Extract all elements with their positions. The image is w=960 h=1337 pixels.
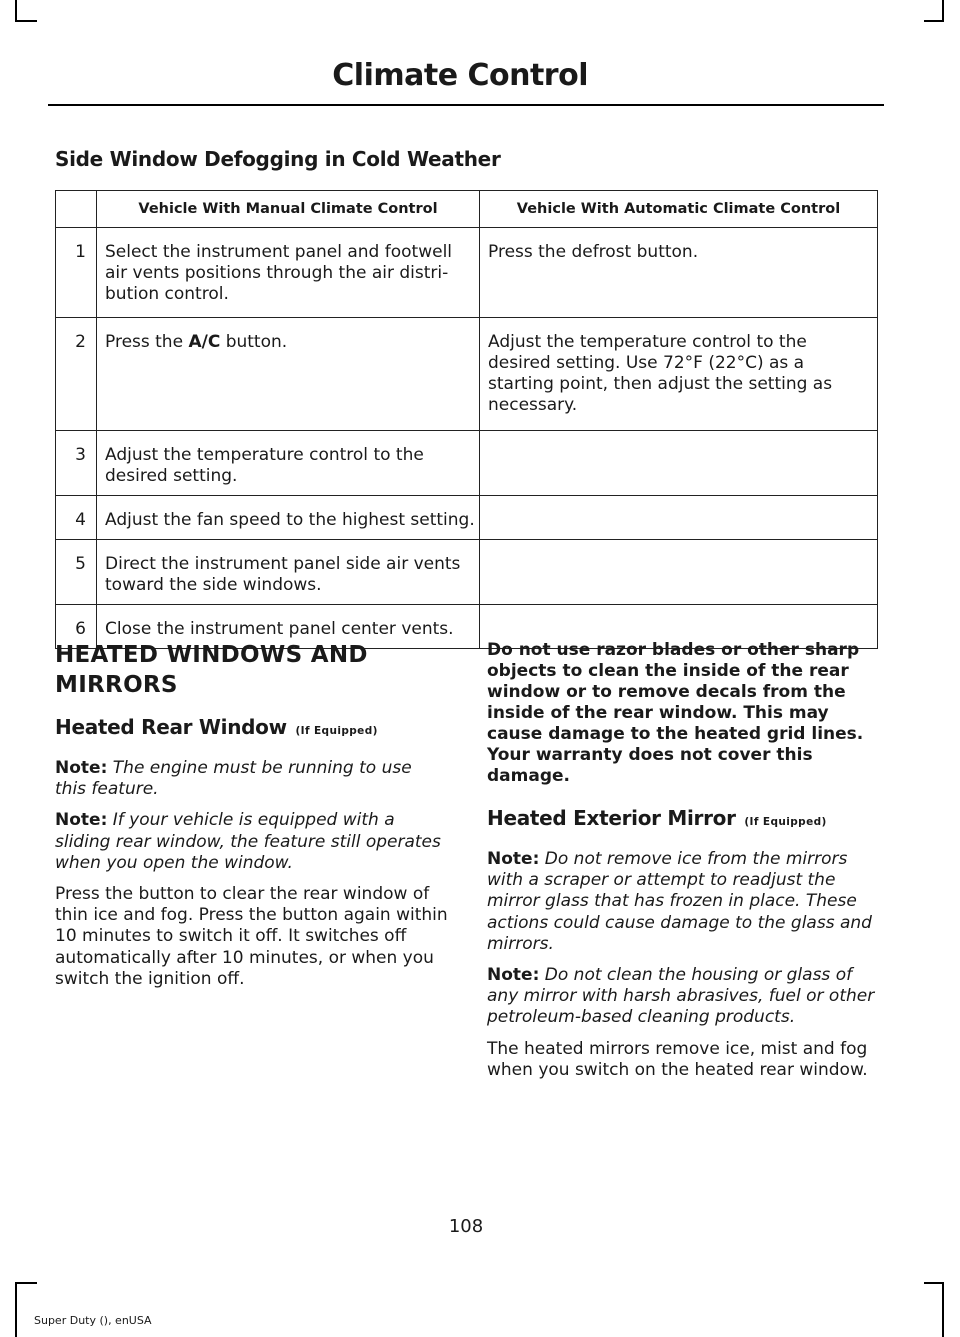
ac-button-label: A/C — [188, 332, 221, 352]
auto-step: Adjust the temperature control to the desired setting. Use 72°F (22°C) as a starting point, then adjust the setting as necessary. — [480, 318, 878, 431]
step-number: 2 — [56, 318, 97, 431]
table-header-cell: Vehicle With Automatic Climate Control — [480, 191, 878, 228]
note-label: Note: — [55, 810, 108, 831]
table-header-cell: Vehicle With Manual Climate Control — [97, 191, 480, 228]
crop-mark — [15, 0, 17, 20]
table-row — [56, 431, 878, 496]
left-column — [55, 640, 448, 1000]
table-header-row — [56, 191, 878, 228]
note-text: The engine must be running to use this feature. — [55, 758, 412, 800]
note-label: Note: — [487, 965, 540, 986]
header-divider — [48, 104, 884, 106]
crop-mark — [942, 1282, 944, 1337]
note-text: If your vehicle is equipped with a sliding rear window, the feature still operates when you open the window. — [55, 810, 441, 873]
rear-window-heading — [55, 714, 448, 744]
manual-step: Select the instrument panel and footwell air vents positions through the air distri-bution control. — [97, 228, 480, 318]
note-text: Do not clean the housing or glass of any mirror with harsh abrasives, fuel or other petroleum-based cleaning products. — [487, 965, 875, 1028]
note — [55, 758, 448, 800]
note — [487, 965, 880, 1029]
manual-step-text: button. — [220, 332, 288, 352]
if-equipped-tag: (If Equipped) — [295, 725, 378, 737]
crop-mark — [15, 20, 37, 22]
step-number: 4 — [56, 496, 97, 540]
heated-section-title — [55, 640, 448, 700]
manual-step — [97, 318, 480, 431]
step-number: 5 — [56, 540, 97, 605]
section-title: Side Window Defogging in Cold Weather — [55, 147, 501, 171]
footer-text: Super Duty (), enUSA — [34, 1314, 152, 1327]
table-row — [56, 496, 878, 540]
step-number: 6 — [56, 605, 97, 649]
table-row — [56, 228, 878, 318]
note-label: Note: — [55, 758, 108, 778]
manual-step-text: Press the — [105, 332, 189, 352]
mirror-title: Heated Exterior Mirror — [487, 806, 736, 830]
note — [55, 810, 448, 874]
manual-step: Adjust the fan speed to the highest setting. — [97, 496, 480, 540]
note — [487, 849, 880, 955]
auto-step: Press the defrost button. — [480, 228, 878, 318]
rear-window-title: Heated Rear Window — [55, 715, 287, 739]
page-number: 108 — [448, 1216, 484, 1237]
auto-step — [480, 540, 878, 605]
table-row — [56, 540, 878, 605]
table-header-cell — [56, 191, 97, 228]
page-header-title: Climate Control — [332, 58, 588, 93]
auto-step — [480, 496, 878, 540]
right-column — [487, 640, 880, 1091]
defogging-table — [55, 190, 878, 649]
manual-step: Direct the instrument panel side air vents toward the side windows. — [97, 540, 480, 605]
auto-step — [480, 431, 878, 496]
crop-mark — [924, 20, 944, 22]
heated-title-line: HEATED WINDOWS AND — [55, 642, 368, 668]
body-paragraph: Press the button to clear the rear window of thin ice and fog. Press the button again within 10 minutes to switch it off. It switches off automatically after 10 minutes, or when you switch the ignition off. — [55, 884, 448, 989]
crop-mark — [15, 1282, 17, 1337]
if-equipped-tag: (If Equipped) — [744, 816, 827, 828]
note-text: Do not remove ice from the mirrors with a scraper or attempt to readjust the mirror glass that has frozen in place. These actions could cause damage to the glass and mirrors. — [487, 849, 872, 954]
step-number: 1 — [56, 228, 97, 318]
body-paragraph: The heated mirrors remove ice, mist and fog when you switch on the heated rear window. — [487, 1038, 868, 1080]
manual-step: Close the instrument panel center vents. — [97, 605, 480, 649]
mirror-heading — [487, 805, 880, 835]
manual-step: Adjust the temperature control to the desired setting. — [97, 431, 480, 496]
heated-title-line: MIRRORS — [55, 672, 178, 698]
crop-mark — [924, 1282, 944, 1284]
table-row — [56, 318, 878, 431]
note-label: Note: — [487, 849, 540, 869]
step-number: 3 — [56, 431, 97, 496]
crop-mark — [942, 0, 944, 20]
warning-text: Do not use razor blades or other sharp objects to clean the inside of the rear window or to remove decals from the inside of the rear window. This may cause damage to the heated grid lines. Your warranty does not cover this damage. — [487, 640, 864, 786]
crop-mark — [15, 1282, 37, 1284]
